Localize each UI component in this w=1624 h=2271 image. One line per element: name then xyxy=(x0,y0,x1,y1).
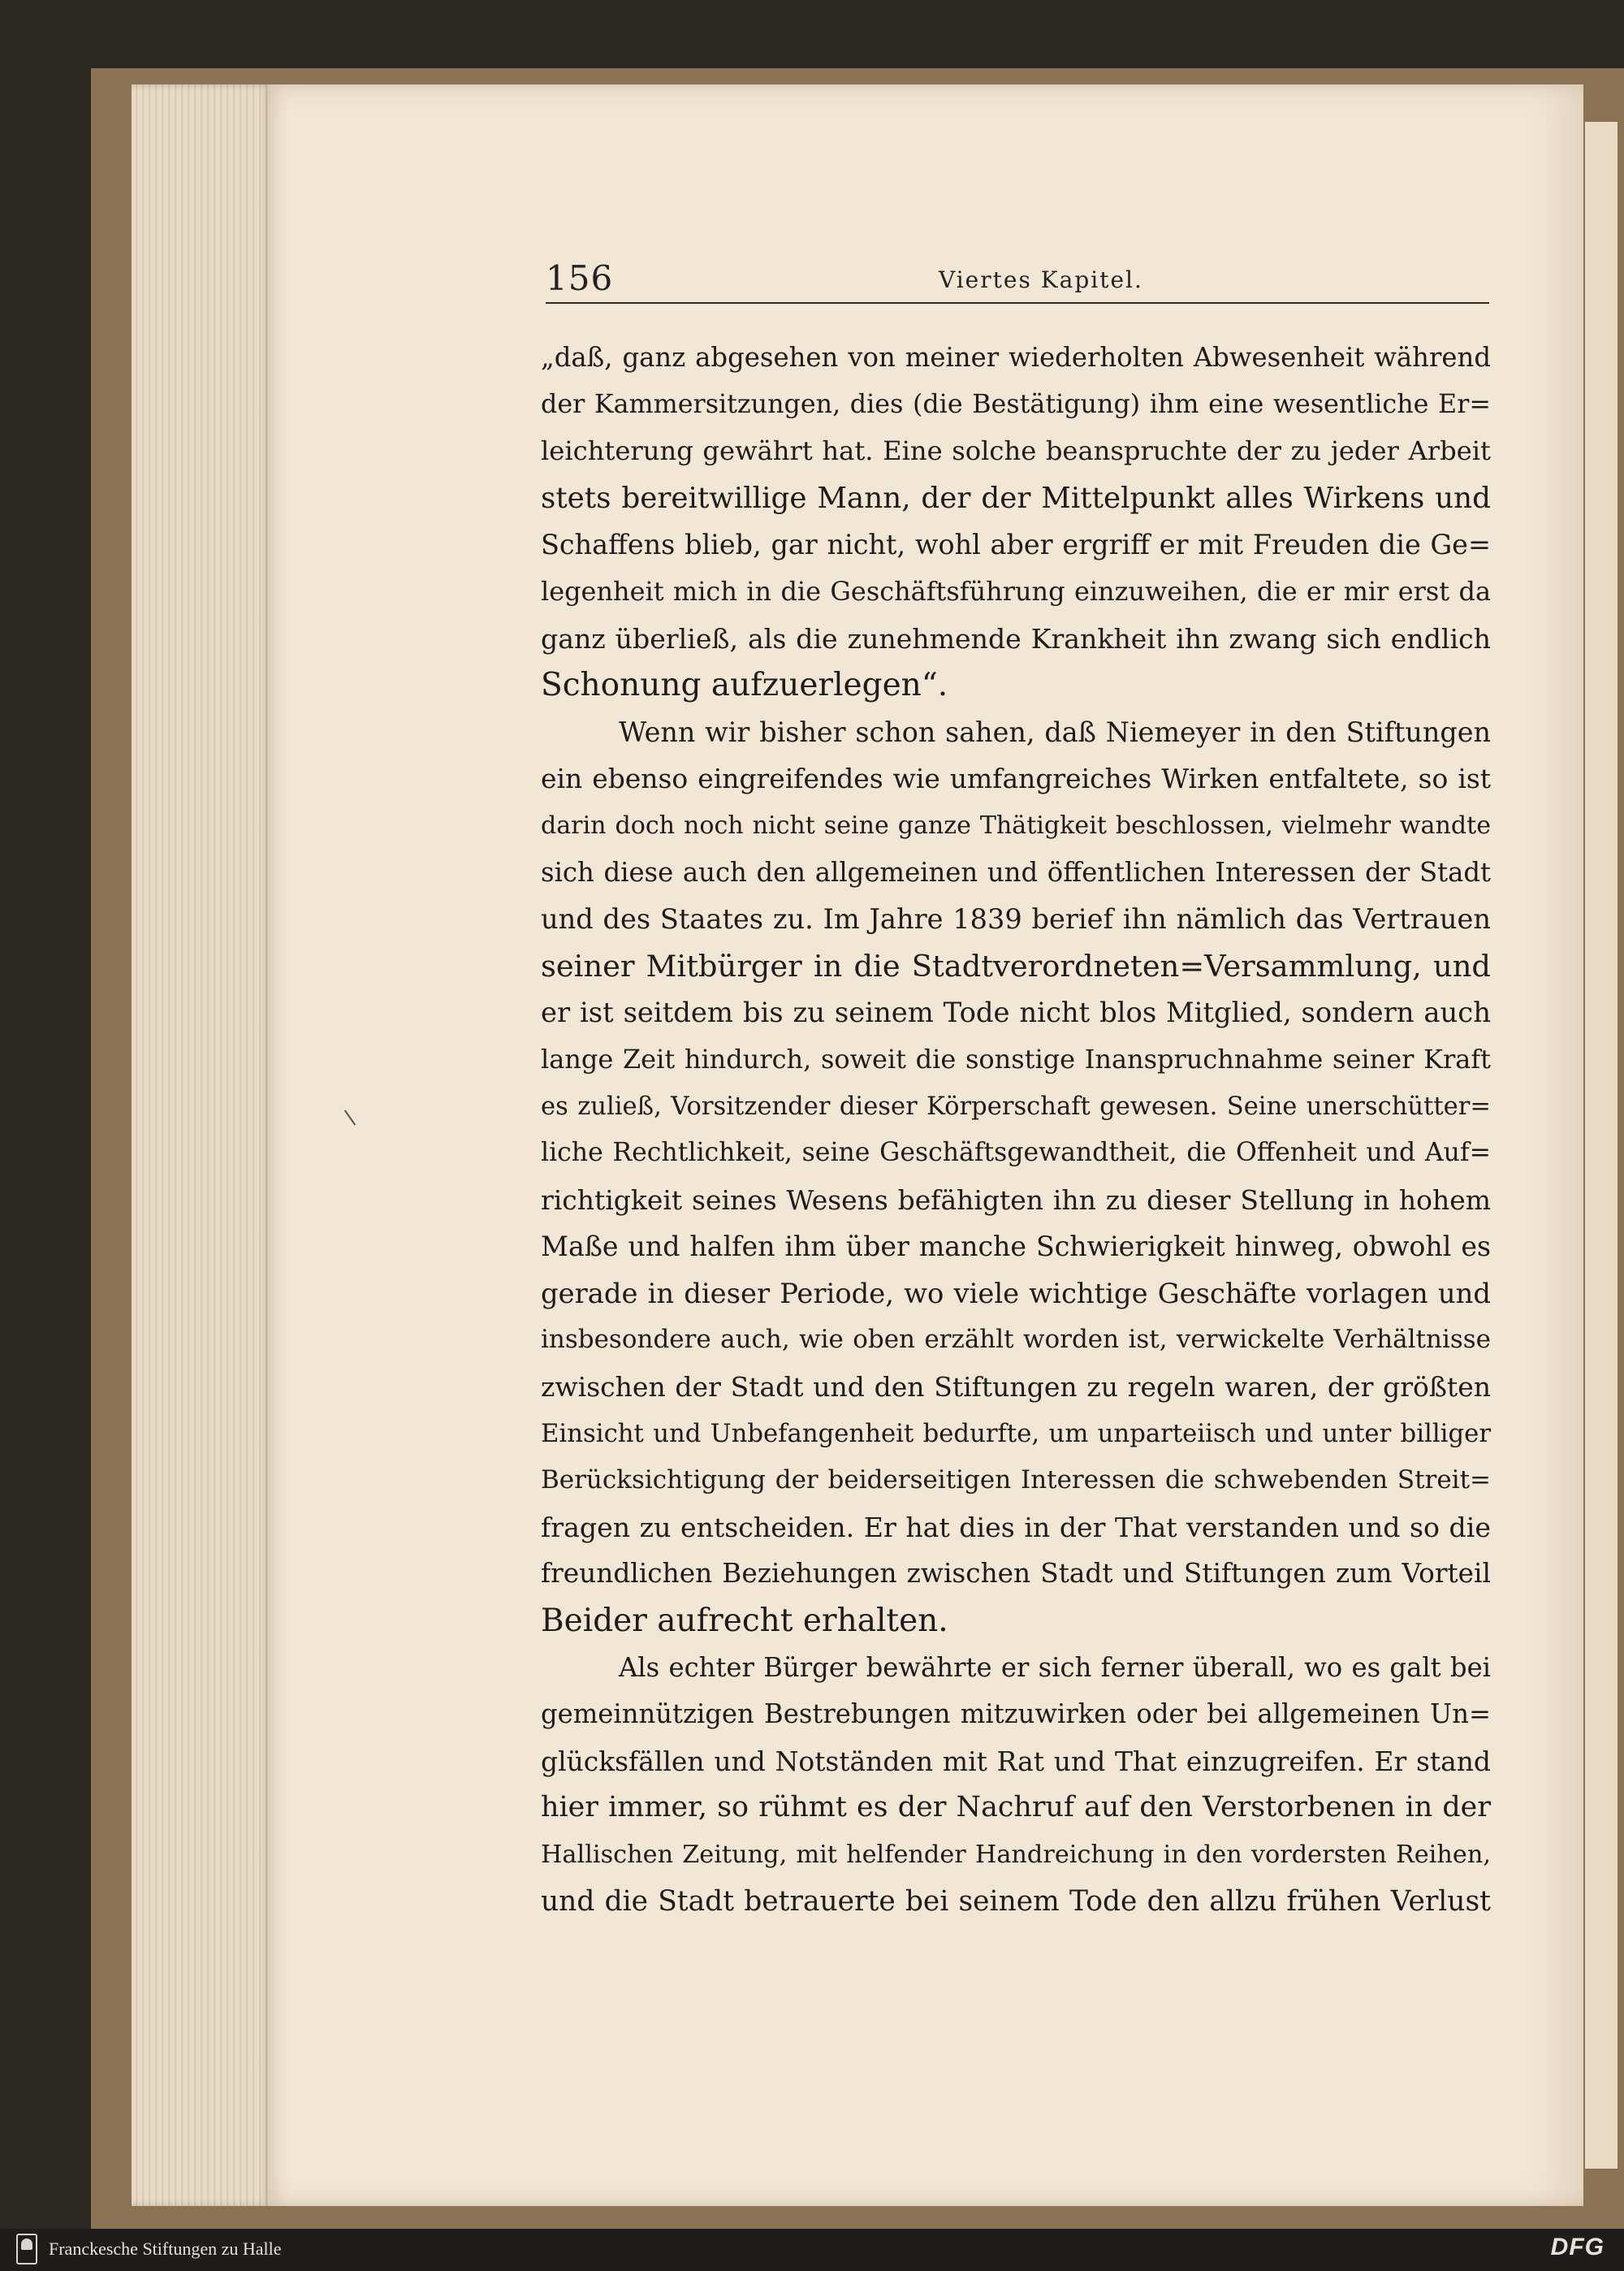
text-line: freundlichen Beziehungen zwischen Stadt und Stiftungen zum Vorteil xyxy=(541,1558,1491,1590)
text-line: leichterung gewährt hat. Eine solche beanspruchte der zu jeder Arbeit xyxy=(541,435,1491,467)
text-line: Einsicht und Unbefangenheit bedurfte, um unparteiisch und unter billiger xyxy=(541,1418,1491,1448)
footer-credit: Franckesche Stiftungen zu Halle xyxy=(49,2239,282,2259)
text-line: Wenn wir bisher schon sahen, daß Niemeyer in den Stiftungen xyxy=(619,716,1491,748)
page-header xyxy=(546,258,1489,304)
text-line: Beider aufrecht erhalten. xyxy=(541,1603,948,1640)
text-line: Als echter Bürger bewährte er sich ferner überall, wo es galt bei xyxy=(619,1651,1491,1683)
text-line: er ist seitdem bis zu seinem Tode nicht blos Mitglied, sondern auch xyxy=(541,997,1491,1029)
text-line: zwischen der Stadt und den Stiftungen zu regeln waren, der größten xyxy=(541,1371,1491,1404)
text-line: der Kammersitzungen, dies (die Bestätigung) ihm eine wesentliche Er= xyxy=(541,389,1491,419)
text-line: liche Rechtlichkeit, seine Geschäftsgewandtheit, die Offenheit und Auf= xyxy=(541,1138,1491,1168)
text-line: seiner Mitbürger in die Stadtverordneten=Versammlung, und xyxy=(541,948,1491,984)
dfg-logo: DFG xyxy=(1550,2234,1605,2260)
text-line: ganz überließ, als die zunehmende Krankheit ihn zwang sich endlich xyxy=(541,622,1491,655)
text-line: lange Zeit hindurch, soweit die sonstige Inanspruchnahme seiner Kraft xyxy=(541,1043,1491,1075)
text-line: es zuließ, Vorsitzender dieser Körperschaft gewesen. Seine unerschütter= xyxy=(541,1092,1491,1121)
text-line: hier immer, so rühmt es der Nachruf auf den Verstorbenen in der xyxy=(541,1791,1491,1824)
text-line: Hallischen Zeitung, mit helfender Handreichung in den vordersten Reihen, xyxy=(541,1841,1491,1869)
text-line: gerade in dieser Periode, wo viele wichtige Geschäfte vorlagen und xyxy=(541,1277,1491,1309)
text-line: sich diese auch den allgemeinen und öffentlichen Interessen der Stadt xyxy=(541,856,1491,888)
text-line: Berücksichtigung der beiderseitigen Interessen die schwebenden Streit= xyxy=(541,1465,1491,1495)
page-edges xyxy=(132,84,271,2206)
text-line: richtigkeit seines Wesens befähigten ihn zu dieser Stellung in hohem xyxy=(541,1183,1491,1216)
foundation-logo-icon xyxy=(16,2234,37,2265)
facing-page-edge xyxy=(1585,122,1618,2169)
text-line: legenheit mich in die Geschäftsführung einzuweihen, die er mir erst da xyxy=(541,575,1491,607)
text-line: insbesondere auch, wie oben erzählt worden ist, verwickelte Verhältnisse xyxy=(541,1325,1491,1355)
text-line: Maße und halfen ihm über manche Schwierigkeit hinweg, obwohl es xyxy=(541,1231,1491,1263)
text-line: „daß, ganz abgesehen von meiner wiederholten Abwesenheit während xyxy=(541,342,1491,373)
text-line: Schonung aufzuerlegen“. xyxy=(541,667,948,704)
text-line: und des Staates zu. Im Jahre 1839 berief ihn nämlich das Vertrauen xyxy=(541,903,1491,936)
body-text xyxy=(541,335,1491,1925)
page-number: 156 xyxy=(546,258,614,298)
footer-bar xyxy=(0,2229,1624,2271)
text-line: fragen zu entscheiden. Er hat dies in der That verstanden und so die xyxy=(541,1511,1491,1543)
text-line: ein ebenso eingreifendes wie umfangreiches Wirken entfaltete, so ist xyxy=(541,763,1491,795)
text-line: und die Stadt betrauerte bei seinem Tode den allzu frühen Verlust xyxy=(541,1884,1491,1918)
text-line: glücksfällen und Notständen mit Rat und That einzugreifen. Er stand xyxy=(541,1745,1491,1777)
text-line: gemeinnützigen Bestrebungen mitzuwirken oder bei allgemeinen Un= xyxy=(541,1698,1491,1730)
text-line: stets bereitwillige Mann, der der Mittelpunkt alles Wirkens und xyxy=(541,481,1491,515)
text-line: darin doch noch nicht seine ganze Thätigkeit beschlossen, vielmehr wandte xyxy=(541,811,1491,840)
text-line: Schaffens blieb, gar nicht, wohl aber ergriff er mit Freuden die Ge= xyxy=(541,529,1491,561)
running-head: Viertes Kapitel. xyxy=(939,266,1143,293)
